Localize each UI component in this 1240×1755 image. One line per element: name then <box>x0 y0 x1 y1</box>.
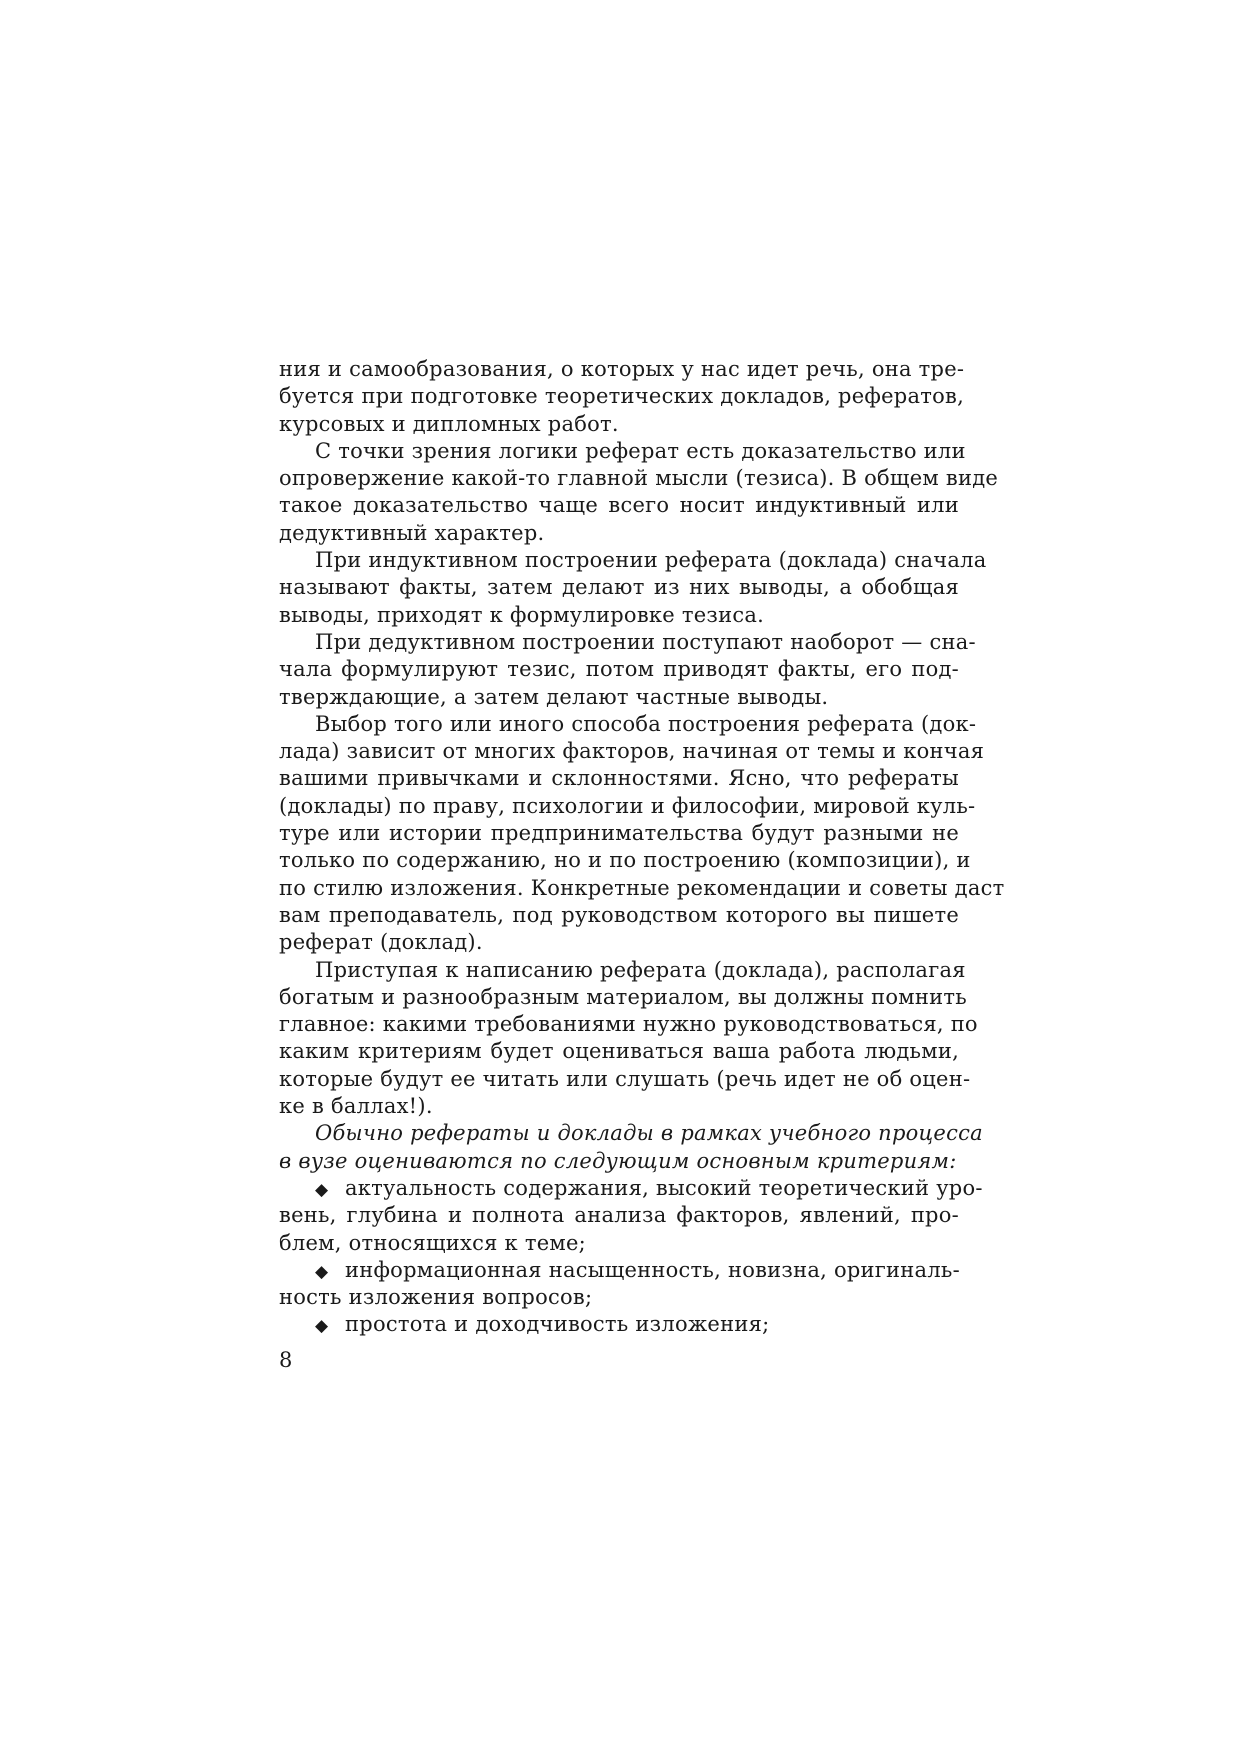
paragraph-line: в вузе оцениваются по следующим основным критериям: <box>279 1148 957 1173</box>
paragraph-line: чала формулируют тезис, потом приводят факты, его под- <box>279 657 959 682</box>
bullet-text: простота и доходчивость изложения; <box>345 1312 770 1337</box>
paragraph-line: буется при подготовке теоретических докладов, рефератов, <box>279 384 965 409</box>
paragraph-line: Обычно рефераты и доклады в рамках учебного процесса <box>315 1121 983 1146</box>
page-number: 8 <box>279 1348 293 1372</box>
paragraph-line: вашими привычками и склонностями. Ясно, что рефераты <box>279 766 959 791</box>
paragraph-6 <box>279 957 978 1121</box>
paragraph-line: блем, относящихся к теме; <box>279 1230 586 1255</box>
paragraph-line: каким критериям будет оцениваться ваша работа людьми, <box>279 1039 959 1064</box>
bullet-text: информационная насыщенность, новизна, оригиналь- <box>345 1257 960 1282</box>
paragraph-1 <box>279 356 965 438</box>
criteria-intro <box>279 1120 983 1175</box>
criteria-list-item <box>279 1311 959 1338</box>
paragraph-line: курсовых и дипломных работ. <box>279 411 619 436</box>
paragraph-2 <box>279 438 999 547</box>
paragraph-line: (доклады) по праву, психологии и философии, мировой куль- <box>279 793 976 818</box>
paragraph-line: которые будут ее читать или слушать (речь идет не об оцен- <box>279 1066 971 1091</box>
paragraph-line: При дедуктивном построении поступают наоборот — сна- <box>315 629 976 654</box>
paragraph-line: ность изложения вопросов; <box>279 1285 593 1310</box>
paragraph-line: Приступая к написанию реферата (доклада), располагая <box>315 957 966 982</box>
diamond-bullet-icon: ◆ <box>315 1179 329 1200</box>
paragraph-line: реферат (доклад). <box>279 930 483 955</box>
criteria-list-item <box>279 1175 983 1257</box>
paragraph-line: ния и самообразования, о которых у нас идет речь, она тре- <box>279 357 965 381</box>
paragraph-line: богатым и разнообразным материалом, вы должны помнить <box>279 984 967 1009</box>
paragraph-line: При индуктивном построении реферата (доклада) сначала <box>315 548 987 573</box>
paragraph-line: туре или истории предпринимательства будут разными не <box>279 821 959 846</box>
paragraph-line <box>279 1175 983 1202</box>
paragraph-line: опровержение какой-то главной мысли (тезиса). В общем виде <box>279 466 999 491</box>
paragraph-line: по стилю изложения. Конкретные рекомендации и советы даст <box>279 875 1005 900</box>
paragraph-line: дедуктивный характер. <box>279 520 545 545</box>
paragraph-line <box>279 1257 959 1284</box>
bullet-text: актуальность содержания, высокий теоретический уро- <box>345 1175 983 1200</box>
paragraph-line: ке в баллах!). <box>279 1094 433 1119</box>
paragraph-line: называют факты, затем делают из них выводы, а обобщая <box>279 575 959 600</box>
paragraph-line <box>279 1311 959 1338</box>
page-body <box>279 356 1005 1339</box>
paragraph-line: только по содержанию, но и по построению (композиции), и <box>279 848 971 873</box>
paragraph-line: главное: какими требованиями нужно руководствоваться, по <box>279 1012 978 1037</box>
paragraph-5 <box>279 711 1005 957</box>
criteria-list-item <box>279 1257 959 1312</box>
diamond-bullet-icon: ◆ <box>315 1261 329 1282</box>
paragraph-line: Выбор того или иного способа построения реферата (док- <box>315 711 977 736</box>
paragraph-4 <box>279 629 976 711</box>
paragraph-line: тверждающие, а затем делают частные выводы. <box>279 684 829 709</box>
paragraph-line: такое доказательство чаще всего носит индуктивный или <box>279 493 959 518</box>
diamond-bullet-icon: ◆ <box>315 1316 329 1337</box>
paragraph-line: выводы, приходят к формулировке тезиса. <box>279 602 765 627</box>
paragraph-line: С точки зрения логики реферат есть доказательство или <box>315 438 966 463</box>
paragraph-line: вам преподаватель, под руководством которого вы пишете <box>279 902 959 927</box>
paragraph-3 <box>279 547 987 629</box>
paragraph-line: вень, глубина и полнота анализа факторов, явлений, про- <box>279 1203 959 1228</box>
paragraph-line: лада) зависит от многих факторов, начиная от темы и кончая <box>279 739 985 764</box>
